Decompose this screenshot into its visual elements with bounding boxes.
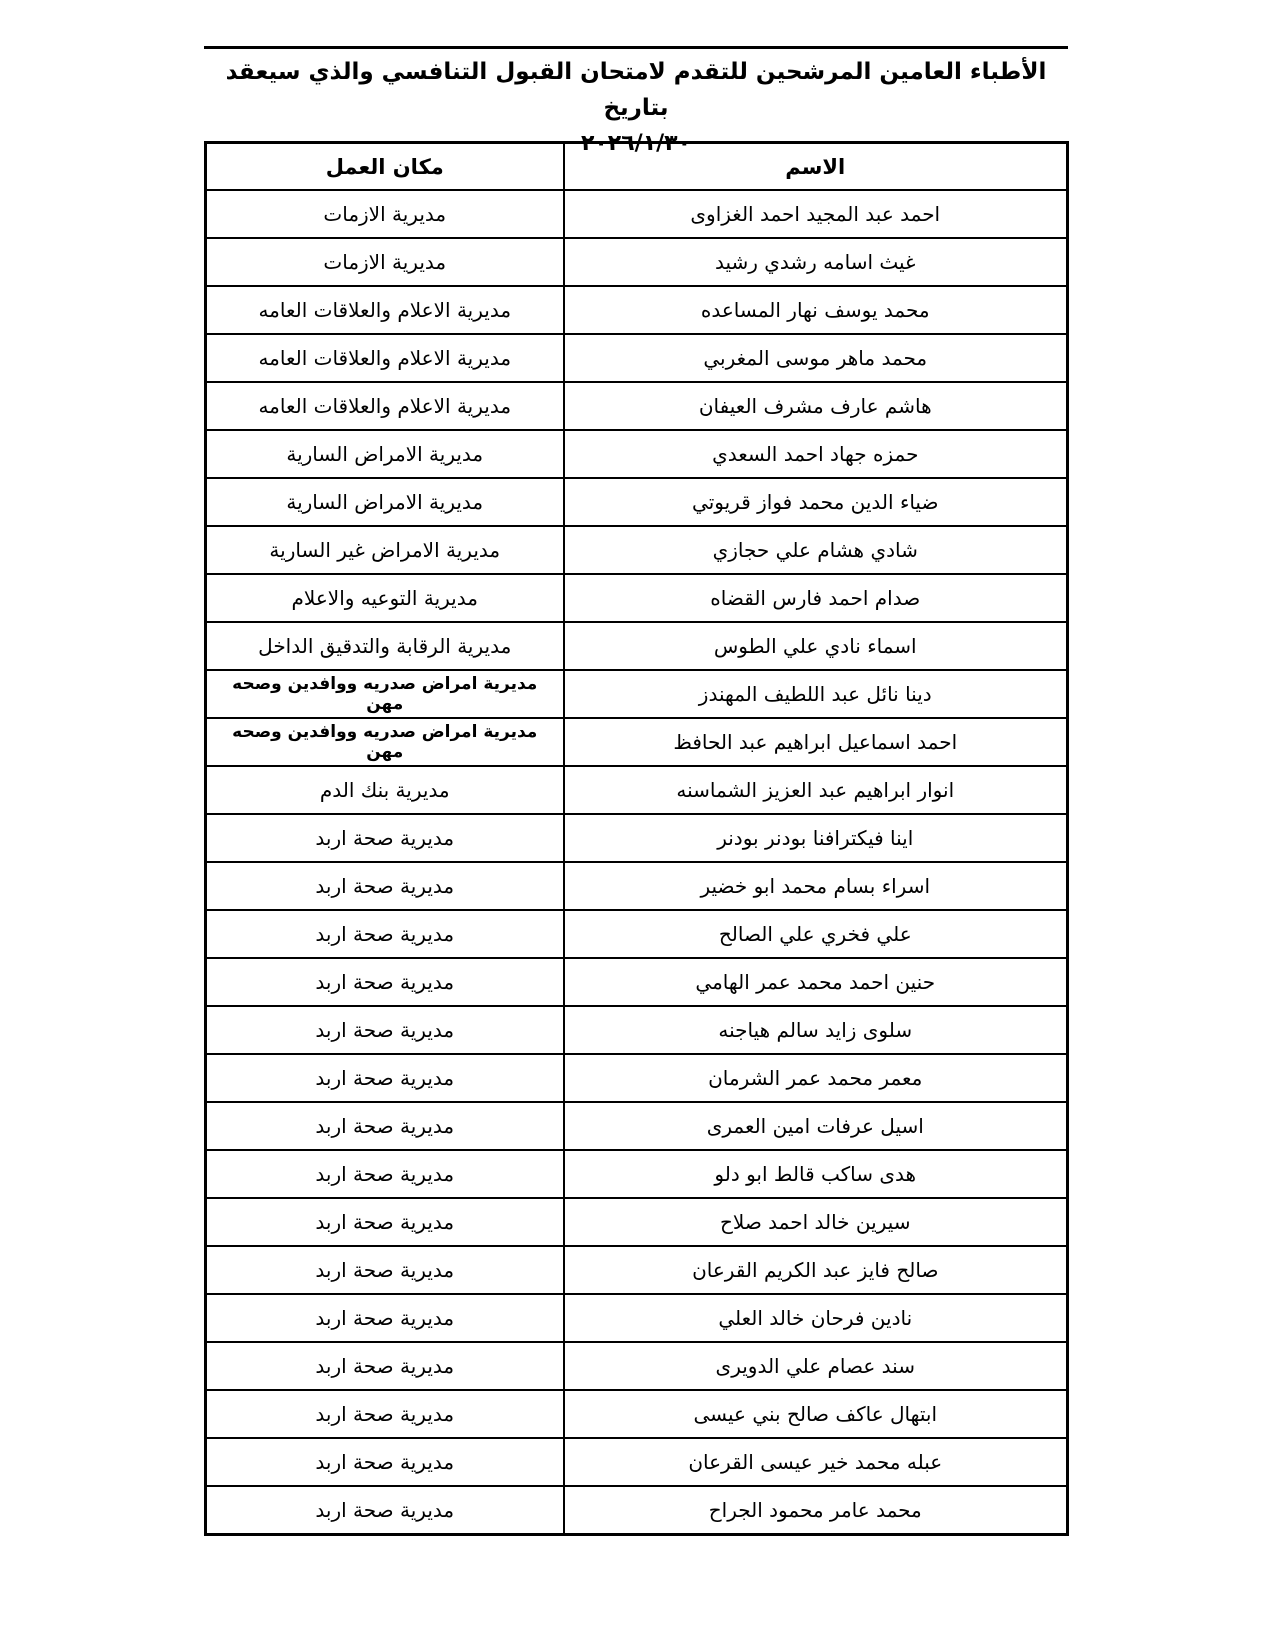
table-row [206, 1438, 1068, 1486]
cell-name: هدى ساكب قالط ابو دلو [564, 1150, 1068, 1198]
table-row [206, 382, 1068, 430]
cell-workplace: مديرية صحة اربد [206, 1006, 564, 1054]
table-row [206, 670, 1068, 718]
table-row [206, 1342, 1068, 1390]
cell-workplace: مديرية صحة اربد [206, 814, 564, 862]
table-row [206, 1006, 1068, 1054]
cell-name: اسماء نادي علي الطوس [564, 622, 1068, 670]
cell-workplace: مديرية الاعلام والعلاقات العامه [206, 286, 564, 334]
cell-workplace: مديرية الازمات [206, 190, 564, 238]
cell-workplace: مديرية الامراض السارية [206, 478, 564, 526]
cell-workplace: مديرية الازمات [206, 238, 564, 286]
cell-workplace: مديرية صحة اربد [206, 958, 564, 1006]
cell-name: حمزه جهاد احمد السعدي [564, 430, 1068, 478]
title-text: الأطباء العامين المرشحين للتقدم لامتحان القبول التنافسي والذي سيعقد بتاريخ [225, 59, 1047, 121]
table-row [206, 814, 1068, 862]
cell-workplace: مديرية صحة اربد [206, 1054, 564, 1102]
table-row [206, 910, 1068, 958]
table-row [206, 862, 1068, 910]
cell-name: سند عصام علي الدويرى [564, 1342, 1068, 1390]
table-row [206, 1054, 1068, 1102]
table-body [206, 190, 1068, 1535]
cell-name: سيرين خالد احمد صلاح [564, 1198, 1068, 1246]
cell-workplace: مديرية بنك الدم [206, 766, 564, 814]
cell-name: غيث اسامه رشدي رشيد [564, 238, 1068, 286]
table-row [206, 766, 1068, 814]
cell-name: صالح فايز عبد الكريم القرعان [564, 1246, 1068, 1294]
cell-workplace: مديرية صحة اربد [206, 862, 564, 910]
cell-name: اسيل عرفات امين العمرى [564, 1102, 1068, 1150]
header-name: الاسم [564, 143, 1068, 191]
cell-name: سلوى زايد سالم هياجنه [564, 1006, 1068, 1054]
cell-workplace: مديرية الامراض غير السارية [206, 526, 564, 574]
cell-name: دينا نائل عبد اللطيف المهندز [564, 670, 1068, 718]
cell-workplace: مديرية امراض صدريه ووافدين وصحه مهن [206, 718, 564, 766]
cell-name: شادي هشام علي حجازي [564, 526, 1068, 574]
cell-workplace: مديرية صحة اربد [206, 1150, 564, 1198]
table-header-row [206, 143, 1068, 191]
table-row [206, 526, 1068, 574]
table-row [206, 622, 1068, 670]
cell-name: علي فخري علي الصالح [564, 910, 1068, 958]
cell-name: صدام احمد فارس القضاه [564, 574, 1068, 622]
cell-workplace: مديرية التوعيه والاعلام [206, 574, 564, 622]
table-row [206, 1150, 1068, 1198]
table-row [206, 1198, 1068, 1246]
header-workplace: مكان العمل [206, 143, 564, 191]
cell-workplace: مديرية صحة اربد [206, 1486, 564, 1535]
table-row [206, 334, 1068, 382]
table-row [206, 286, 1068, 334]
table-row [206, 574, 1068, 622]
cell-workplace: مديرية الامراض السارية [206, 430, 564, 478]
cell-name: ابتهال عاكف صالح بني عيسى [564, 1390, 1068, 1438]
cell-workplace: مديرية الاعلام والعلاقات العامه [206, 334, 564, 382]
table-row [206, 1102, 1068, 1150]
table-row [206, 478, 1068, 526]
cell-name: احمد عبد المجيد احمد الغزاوى [564, 190, 1068, 238]
table-row [206, 718, 1068, 766]
top-horizontal-rule [204, 46, 1068, 49]
cell-name: هاشم عارف مشرف العيفان [564, 382, 1068, 430]
cell-name: محمد ماهر موسى المغربي [564, 334, 1068, 382]
cell-workplace: مديرية صحة اربد [206, 1102, 564, 1150]
cell-workplace: مديرية صحة اربد [206, 1438, 564, 1486]
table-row [206, 1294, 1068, 1342]
cell-workplace: مديرية صحة اربد [206, 1246, 564, 1294]
cell-name: احمد اسماعيل ابراهيم عبد الحافظ [564, 718, 1068, 766]
candidates-table [204, 141, 1069, 1536]
cell-workplace: مديرية صحة اربد [206, 910, 564, 958]
cell-workplace: مديرية الاعلام والعلاقات العامه [206, 382, 564, 430]
cell-workplace: مديرية صحة اربد [206, 1342, 564, 1390]
cell-name: اينا فيكترافنا بودنر بودنر [564, 814, 1068, 862]
table-row [206, 1246, 1068, 1294]
table-row [206, 1486, 1068, 1535]
table-row [206, 1390, 1068, 1438]
cell-name: انوار ابراهيم عبد العزيز الشماسنه [564, 766, 1068, 814]
cell-workplace: مديرية الرقابة والتدقيق الداخل [206, 622, 564, 670]
cell-workplace: مديرية صحة اربد [206, 1390, 564, 1438]
title-date: ٢٠٢٦/١/٣٠ [580, 131, 692, 156]
cell-workplace: مديرية صحة اربد [206, 1198, 564, 1246]
table-row [206, 430, 1068, 478]
cell-name: نادين فرحان خالد العلي [564, 1294, 1068, 1342]
cell-name: محمد عامر محمود الجراح [564, 1486, 1068, 1535]
table-row [206, 190, 1068, 238]
cell-name: معمر محمد عمر الشرمان [564, 1054, 1068, 1102]
table-row [206, 958, 1068, 1006]
cell-name: حنين احمد محمد عمر الهامي [564, 958, 1068, 1006]
cell-name: اسراء بسام محمد ابو خضير [564, 862, 1068, 910]
table-row [206, 238, 1068, 286]
cell-name: محمد يوسف نهار المساعده [564, 286, 1068, 334]
cell-workplace: مديرية امراض صدريه ووافدين وصحه مهن [206, 670, 564, 718]
cell-name: عبله محمد خير عيسى القرعان [564, 1438, 1068, 1486]
cell-workplace: مديرية صحة اربد [206, 1294, 564, 1342]
cell-name: ضياء الدين محمد فواز قريوتي [564, 478, 1068, 526]
